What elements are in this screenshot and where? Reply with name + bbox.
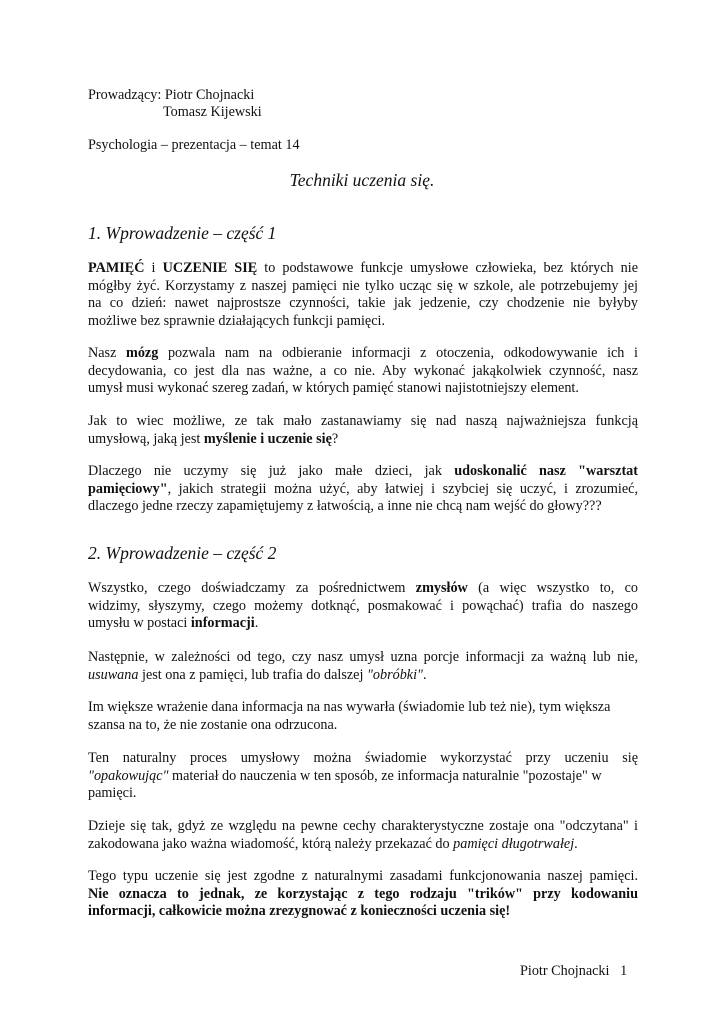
text-line: możliwe bez sprawnie działających funkcji pamięci. — [88, 312, 386, 329]
text-line: szansa na to, że nie zostanie ona odrzucona. — [88, 716, 338, 733]
section-2-heading: 2. Wprowadzenie – część 2 — [88, 543, 277, 563]
section-2-paragraph-5 — [88, 818, 638, 853]
text-line: na co dzień: nawet najprostsze czynności, takie jak jedzenie, czy chodzenie nie byłyby — [88, 295, 638, 312]
text-fragment: Wszystko, czego doświadczamy za pośrednictwem — [88, 580, 416, 596]
term-myslenie: myślenie i uczenie się — [203, 430, 332, 447]
text-line: Dzieje się tak, gdyż ze względu na pewne cechy charakterystyczne zostaje ona "odczytana" i — [88, 818, 638, 834]
text-line: Następnie, w zależności od tego, czy nasz umysł uzna porcje informacji za ważną lub nie, — [88, 649, 638, 665]
text-line: Ten naturalny proces umysłowy można świadomie wykorzystać przy uczeniu się — [88, 750, 638, 766]
term-zmyslow: zmysłów — [415, 580, 468, 596]
text-line: dlaczego jedne rzeczy zapamiętujemy z łatwością, a inne nie chcą nam wejść do głowy??? — [88, 498, 602, 515]
section-2-paragraph-3 — [88, 699, 638, 734]
term-obrobki: "obróbki" — [366, 666, 424, 683]
text-fragment: , jakich strategii można użyć, aby łatwiej i szybciej się uczyć, i zrozumieć, — [167, 480, 638, 497]
text-fragment: to podstawowe funkcje umysłowe człowieka, bez których nie — [257, 260, 639, 276]
emphasis-line-1: Nie oznacza to jednak, ze korzystając z tego rodzaju "trików" przy kodowaniu — [88, 885, 638, 902]
course-line: Psychologia – prezentacja – temat 14 — [88, 137, 300, 153]
term-usuwana: usuwana — [88, 666, 139, 683]
text-line: decydowania, co jest dla nas ważne, a co nie. Aby wykonać jakąkolwiek czynność, nasz — [88, 362, 638, 379]
section-2-paragraph-2 — [88, 649, 638, 684]
text-fragment: Nasz — [88, 345, 126, 361]
section-1-paragraph-2 — [88, 345, 638, 398]
section-1-heading: 1. Wprowadzenie – część 1 — [88, 223, 277, 243]
term-uczenie-sie: UCZENIE SIĘ — [162, 260, 258, 276]
text-fragment: pozwala nam na odbieranie informacji z otoczenia, odkodowywanie ich i — [158, 345, 638, 361]
term-pamiec: PAMIĘĆ — [88, 260, 145, 276]
text-fragment: jest ona z pamięci, lub trafia do dalszej — [138, 666, 367, 683]
section-1-paragraph-4 — [88, 463, 638, 516]
text-line: mógłby żyć. Korzystamy z naszej pamięci nie tylko ucząc się w szkole, ale potrzebujemy jej — [88, 277, 638, 294]
text-line: Jak to wiec możliwe, ze tak mało zastanawiamy się nad naszą najważniejsza funkcją — [88, 413, 638, 429]
text-fragment: zakodowana jako ważna wiadomość, którą należy przekazać do — [88, 835, 454, 852]
document-title: Techniki uczenia się. — [289, 170, 435, 190]
section-1-paragraph-3 — [88, 413, 638, 448]
text-fragment: ? — [331, 430, 339, 447]
section-2-paragraph-4 — [88, 750, 638, 803]
text-line: widzimy, słyszymy, czego możemy dotknąć, posmakować i powąchać) trafia do naszego — [88, 597, 638, 614]
lecturer-line-2: Tomasz Kijewski — [163, 104, 262, 120]
section-2-paragraph-1 — [88, 580, 638, 633]
text-fragment: materiał do nauczenia w ten sposób, ze informacja naturalnie "pozostaje" w — [168, 767, 602, 784]
term-pamieci-dlugotrwalej: pamięci długotrwałej — [453, 835, 575, 852]
section-1-paragraph-1 — [88, 260, 638, 330]
text-line: umysł musi wykonać szereg zadań, w których pamięć stanowi najistotniejszy element. — [88, 380, 579, 397]
term-warsztat: udoskonalić nasz "warsztat — [454, 463, 638, 479]
text-fragment: umysłu w postaci — [88, 615, 191, 632]
text-fragment: . — [423, 666, 427, 683]
text-fragment: i — [144, 260, 163, 276]
text-fragment: (a więc wszystko to, co — [467, 580, 638, 596]
text-line: Im większe wrażenie dana informacja na nas wywarła (świadomie lub też nie), tym większa — [88, 699, 611, 715]
section-2-paragraph-6 — [88, 868, 638, 921]
text-fragment: . — [254, 615, 259, 632]
page-footer — [520, 963, 627, 981]
term-opakowujac: "opakowując" — [88, 767, 169, 784]
text-fragment: Dlaczego nie uczymy się już jako małe dzieci, jak — [88, 463, 455, 479]
emphasis-line-2: informacji, całkowicie można zrezygnować z konieczności uczenia się! — [88, 903, 511, 920]
text-fragment: . — [574, 835, 578, 852]
term-informacji: informacji — [190, 615, 255, 632]
lecturer-line-1: Prowadzący: Piotr Chojnacki — [88, 87, 255, 103]
term-mozg: mózg — [126, 345, 159, 361]
term-pamieciowy: pamięciowy" — [88, 480, 168, 497]
text-fragment: umysłową, jaką jest — [88, 430, 204, 447]
text-line: Tego typu uczenie się jest zgodne z naturalnymi zasadami funkcjonowania naszej pamięci. — [88, 868, 638, 884]
footer-author: Piotr Chojnacki — [520, 963, 610, 979]
text-line: pamięci. — [88, 785, 137, 802]
page-number: 1 — [620, 963, 628, 979]
